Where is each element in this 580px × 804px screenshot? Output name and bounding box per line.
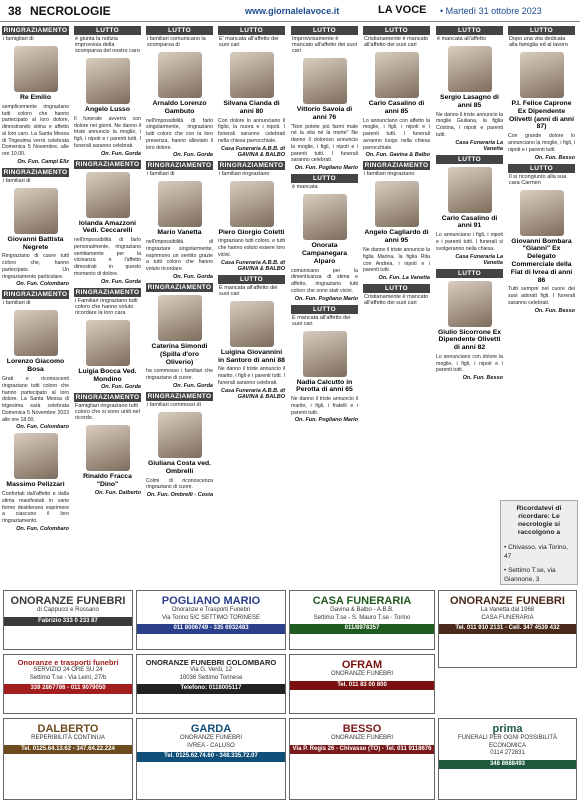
issue-date: • Martedì 31 ottobre 2023 [440, 6, 542, 16]
obituary-entry [74, 425, 141, 496]
deceased-name: Massimo Pelizzari [6, 481, 65, 489]
page-number: 38 [8, 4, 22, 18]
ad-title: Onoranze e trasporti funebri [17, 658, 119, 667]
portrait-photo [448, 167, 492, 213]
portrait-photo [14, 433, 58, 479]
funeral-home-signature: On. Fun. Besso [534, 307, 575, 314]
ad-line: Settimo T.se - Via Leinì, 27/b [29, 674, 107, 681]
deceased-name: Nadia Calcutto in Perotta di anni 65 [296, 378, 353, 394]
funeral-home-signature: On. Fun. Colombaro [16, 281, 69, 288]
ad-line: Via G. Verdi, 12 [190, 667, 232, 674]
obituary-entry [218, 161, 285, 178]
entry-intro: i Familiari ringraziano tutti coloro che hanno voluto ricordare la loro cara [75, 297, 138, 316]
ad-line: 011 8006749 - 335 6932483 [137, 624, 285, 634]
deceased-name: Giulio Sicorrone Ex Dipendente Olivetti di anni 82 [437, 328, 502, 352]
entry-type-bar: RINGRAZIAMENTO [3, 168, 68, 176]
ad-line: 10036 Settimo Torinese [179, 674, 243, 681]
obituary-entry [74, 26, 141, 55]
funeral-home-signature: Casa Funeraria La Vanetta [455, 253, 503, 266]
obituary-entry [2, 433, 69, 532]
entry-text: Lo annunciano con affetto la moglie, i figli, i nipoti e i parenti tutti. I funerali avranno luogo nella chiesa parrocchiale. [363, 117, 430, 151]
deceased-name: Angelo Cagliardo di anni 95 [364, 229, 429, 245]
obituary-column [218, 26, 285, 586]
entry-type-bar: LUTTO [363, 26, 430, 35]
reminder-line-1: • Chivasso, via Torino, 47 [504, 543, 568, 560]
ad-title: ONORANZE FUNEBRI COLOMBARO [145, 658, 277, 667]
entry-text: Ringraziano di cuore tutti coloro che, hanno partecipato. Un ringraziamento particolare. [2, 253, 69, 280]
ad-title: DALBERTO [37, 723, 99, 735]
funeral-home-signature: Casa Funeraria A.B.B. di GAVINA & BALBO [221, 387, 285, 400]
obituary-entry [291, 174, 358, 191]
deceased-name: Luigina Giovannini in Santoro di anni 88 [218, 348, 285, 364]
ad-on-fun-la-rocca[interactable] [3, 590, 133, 650]
ad-line: IVREA - CALUSO [187, 742, 235, 749]
obituary-entry [436, 281, 503, 382]
entry-type-bar: RINGRAZIAMENTO [75, 394, 140, 402]
entry-text: Il funerale avverrà con dolore nei giorni. Ne danno il triste annuncio la moglie, i figli, i nipoti e i parenti tutti. I funerali saranno celebrati. [74, 115, 141, 149]
funeral-home-signature: On. Fun. Gorda [172, 273, 213, 280]
entry-intro: Dopo una vita dedicata alla famiglia ed al lavoro [509, 36, 569, 48]
ad-title: ONORANZE FUNEBRI [450, 595, 565, 607]
obituary-column [508, 26, 575, 496]
funeral-home-signature: On. Fun. Gorda [172, 152, 213, 159]
ad-line: ONORANZE FUNEBRI [330, 735, 393, 742]
portrait-photo [230, 301, 274, 347]
funeral-home-signature: On. Fun. Pogliano Mario [294, 165, 358, 172]
deceased-name: Onorata Campanegara Alparo [302, 242, 347, 265]
obituary-entry [291, 331, 358, 424]
entry-type-bar: LUTTO [218, 26, 285, 35]
portrait-photo [520, 190, 564, 236]
entry-type-bar: LUTTO [508, 26, 575, 35]
portrait-photo [158, 412, 202, 458]
entry-text: nell'impossibilità di ringraziare singolarmente, esprimono un sentito grazie a tutti coloro che hanno voluto ricordare. [146, 239, 213, 273]
deceased-name: Angelo Lusso [85, 106, 130, 113]
entry-type-bar: LUTTO [436, 155, 503, 164]
obituary-entry [146, 283, 213, 292]
site-url[interactable]: www.giornalelavoce.it [245, 6, 340, 16]
portrait-photo [14, 188, 58, 234]
obituary-entry [218, 181, 285, 272]
funeral-home-signature: Casa Funeraria A.B.B. di GAVINA & BALBO [221, 145, 285, 158]
ad-title: CASA FUNERARIA [312, 595, 412, 607]
deceased-name: Carlo Casalino di anni 91 [441, 214, 498, 230]
ad-title: ONORANZE FUNEBRI [10, 595, 126, 607]
ad-line: 011/8978357 [290, 624, 434, 634]
deceased-name: Mario Vanetta [157, 229, 202, 237]
portrait-photo [303, 58, 347, 104]
obituary-entry [291, 194, 358, 301]
deceased-name: Giuliana Costa ved. Ombrelli [147, 459, 212, 475]
entry-text: Grati e riconoscenti ringraziano tutti coloro che hanno partecipato al loro dolore. La Santa Messa di trigesima sarà celebrata Domenica 5 Novembre 2023 alle ore 18.00. [2, 376, 69, 423]
obituary-entry [74, 160, 141, 169]
obituary-entry [508, 164, 575, 187]
ad-rossano[interactable] [3, 654, 133, 714]
ad-line: di Cappucci e Rossano [37, 607, 99, 614]
obituary-entry [436, 167, 503, 266]
entry-intro: è giunta la notizia improvvisa della scomparsa del nostro caro [75, 36, 140, 54]
ad-title: POGLIANO MARIO [161, 595, 261, 607]
ad-title: GARDA [190, 723, 232, 735]
entry-text: Ne danno il triste annuncio la moglie Giuliana, la figlia Cristina, i nipoti e parenti tutti. [436, 111, 503, 138]
portrait-photo [14, 310, 58, 356]
obituary-entry [74, 320, 141, 391]
obituary-entry [363, 284, 430, 307]
obituary-entry [291, 26, 358, 55]
ad-line: Via Torino 5/C SETTIMO TORINESE [162, 614, 260, 621]
ad-line: Gavina & Balbo - A.B.B. [330, 607, 394, 614]
portrait-photo [230, 181, 274, 227]
page-header [0, 0, 580, 22]
funeral-home-signature: On. Fun. Gorda [100, 150, 141, 157]
entry-intro: i familiari commossi di [147, 401, 201, 408]
entry-intro: È mancata all'affetto dei suoi cari [292, 314, 351, 327]
ad-line: La Vanetta dal 1968 [480, 607, 535, 614]
deceased-name: Giovanni Bombara "Gianni" Ex Delegato Commerciale della Fiat di Ivrea di anni 86 [510, 237, 573, 284]
reminder-banner [500, 500, 578, 585]
portrait-photo [86, 172, 130, 218]
funeral-home-signature: On. Fun. Dalberto [94, 489, 141, 496]
deceased-name: Carlo Casalino di anni 85 [368, 100, 425, 115]
entry-type-bar: RINGRAZIAMENTO [364, 162, 429, 170]
entry-text: Con dolore lo annunciano il figlio, la nuora e i nipoti. I funerali saranno celebrati nella chiesa parrocchiale. [218, 117, 285, 144]
entry-text: Ne danno il triste annuncio la figlia Marina, la figlia Rita con Andrea, i nipoti e i parenti tutti. [363, 247, 430, 274]
ad-la-vanetta[interactable] [438, 590, 577, 668]
entry-text: semplicemente ringraziano tutti coloro che hanno partecipato al loro dolore, dimostrando stima e affetto al loro caro. La Santa Messa di Trigesima verrà celebrata Domenica 5 Novembre, alle ore 10.00. [2, 103, 69, 158]
portrait-photo [448, 46, 492, 92]
ad-line: FUNERALI PER OGNI POSSIBILITÀ ECONOMICA [457, 735, 558, 749]
entry-text: Lo annunciano con dolore la moglie, i figli, i nipoti e i parenti tutti. [436, 353, 503, 374]
entry-text: Tutti sempre nel cuore dei suoi adorati figli. I funerali saranno celebrati. [508, 286, 575, 306]
obituary-column [2, 26, 69, 586]
entry-type-bar: LUTTO [146, 26, 213, 35]
obituary-entry [146, 392, 213, 409]
ad-line: Fabrizio 333 0 233 87 [4, 617, 132, 627]
entry-type-bar: RINGRAZIAMENTO [3, 27, 68, 34]
obituary-entry [363, 52, 430, 158]
portrait-photo [375, 181, 419, 227]
entry-type-bar: LUTTO [508, 164, 575, 173]
section-title: NECROLOGIE [30, 4, 111, 18]
ad-colombaro[interactable] [136, 654, 286, 714]
ad-title: BESSO [342, 723, 382, 735]
ad-line: ONORANZE FUNEBRI [330, 671, 393, 678]
entry-type-bar: LUTTO [436, 26, 503, 35]
deceased-name: Giovanni Battista Negrete [7, 235, 64, 251]
portrait-photo [158, 52, 202, 98]
entry-type-bar: RINGRAZIAMENTO [3, 291, 68, 299]
entry-text: ringraziano tutti coloro, e tutti che hanno voluto essere loro vicini. [218, 238, 285, 258]
entry-intro: i familiari di [147, 171, 175, 178]
obituary-entry [363, 161, 430, 178]
newspaper-name: LA VOCE [378, 4, 427, 16]
obituary-entry [74, 172, 141, 285]
ad-line: 348 8688493 [439, 760, 576, 770]
ad-line: Tel. 011 910 2131 - Cell. 347 4539 432 [439, 624, 576, 634]
deceased-name: Re Emilio [20, 94, 51, 101]
funeral-home-signature: On. Fun. Besso [534, 154, 575, 161]
deceased-name: Vittorio Savoia di anni 76 [296, 106, 353, 121]
entry-intro: Cristianamente è mancato all'affetto dei suoi cari [364, 294, 429, 306]
ad-prima[interactable] [438, 718, 577, 800]
entry-type-bar: LUTTO [291, 26, 358, 35]
entry-text: Colmi di riconoscenza ringraziano di cuore. [146, 477, 213, 491]
deceased-name: Luigia Bocca Ved. Mondino [78, 367, 137, 383]
deceased-name: Caterina Simondi (Spilla d'oro Oliverio) [151, 342, 208, 366]
obituary-entry [146, 295, 213, 389]
ad-line: Tel. 0125.62.74.60 - 348.335.72.07 [137, 752, 285, 762]
deceased-name: Iolanda Amazzoni Vedi. Ceccarelli [78, 219, 137, 235]
funeral-home-signature: On. Fun. Colombaro [16, 525, 69, 532]
funeral-home-signature: On. Fun. Gorda [172, 382, 213, 389]
ad-line: 339 2867786 - 011 9079050 [4, 684, 132, 694]
entry-text: Ne danno il triste annuncio il marito, i figli, i fratelli e i parenti tutti. [291, 396, 358, 416]
obituary-column [146, 26, 213, 586]
obituary-entry [74, 393, 141, 422]
obituary-entry [2, 46, 69, 165]
entry-intro: è mancata all'affetto [437, 36, 486, 42]
portrait-photo [303, 194, 347, 240]
entry-text: ha commosso i familiari che ringraziano di cuore. [146, 368, 213, 382]
obituary-entry [291, 58, 358, 171]
portrait-photo [14, 46, 58, 92]
entry-intro: Improvvisamente è mancato all'affetto dei suoi cari [292, 36, 357, 54]
portrait-photo [158, 181, 202, 227]
entry-text: comunicano per la dimenticanza di stima e affetto, ringraziano tutti coloro che sono stati vicini. [291, 267, 358, 294]
obituary-column [74, 26, 141, 586]
entry-intro: E' mancata all'affetto dei suoi cari [219, 36, 279, 48]
entry-type-bar: RINGRAZIAMENTO [147, 392, 212, 400]
ad-line: Onoranze e Trasporti Funebri [171, 607, 251, 614]
entry-type-bar: LUTTO [291, 305, 358, 314]
obituary-entry [146, 161, 213, 178]
entry-type-bar: RINGRAZIAMENTO [75, 160, 140, 168]
reminder-line-2: • Settimo T.se, via Giannone, 3 [504, 566, 556, 583]
ad-casa-funeraria-gavina[interactable] [289, 590, 435, 650]
entry-type-bar: LUTTO [436, 269, 503, 278]
ad-line: Via P. Regis 26 - Chivasso (TO) - Tel. 011 9118676 [290, 745, 434, 755]
funeral-home-signature: Casa Funeraria A.B.B. di GAVINA & BALBO [221, 259, 285, 272]
funeral-home-signature: On. Fun. Pogliano Mario [294, 295, 358, 302]
obituary-entry [218, 301, 285, 400]
deceased-name: Rinaldo Fracca "Dino" [83, 473, 132, 489]
portrait-photo [86, 58, 130, 104]
obituary-entry [436, 46, 503, 152]
obituary-entry [74, 58, 141, 157]
reminder-title: Ricordatevi di ricordare: Le necrologie si raccolgono a [516, 505, 562, 537]
entry-type-bar: RINGRAZIAMENTO [147, 283, 212, 291]
entry-type-bar: LUTTO [291, 174, 358, 183]
entry-type-bar: LUTTO [74, 26, 141, 35]
entry-text: Confortati dall'affetto e dalla stima manifestati in varie forme desiderano esprimere a ciascuno il loro ringraziamento. [2, 491, 69, 525]
funeral-home-signature: On. Fun. La Vanetta [378, 275, 430, 281]
obituary-entry [218, 275, 285, 298]
portrait-photo [86, 425, 130, 471]
ad-line: 0114 272831 [490, 750, 525, 757]
obituary-entry [146, 52, 213, 158]
obituary-column [436, 26, 503, 586]
funeral-home-signature: On. Fun. Besso [462, 375, 503, 382]
entry-type-bar: RINGRAZIAMENTO [75, 288, 140, 296]
obituary-entry [363, 181, 430, 281]
obituary-entry [2, 310, 69, 430]
obituary-entry [2, 168, 69, 185]
ad-line: Telefono: 0118005117 [137, 684, 285, 694]
portrait-photo [158, 295, 202, 341]
obituary-entry [508, 26, 575, 49]
ad-ofram[interactable] [289, 654, 435, 714]
ad-title: OFRAM [341, 659, 383, 671]
deceased-name: Piero Giorgio Coletti [218, 228, 285, 236]
obituary-entry [74, 288, 141, 317]
entry-text: "Non potete più farmi male né la vita né la morte" Ne danno il doloroso annuncio la moglie, i figli, i nipoti e i parenti tutti. I funerali saranno celebrati. [291, 123, 358, 164]
portrait-photo [448, 281, 492, 327]
obituary-entry [146, 412, 213, 498]
deceased-name: Lorenzo Giacomo Bosa [6, 358, 65, 374]
entry-text: nell'impossibilità di farlo singolarmente, ringraziano tutti coloro che con la loro presenza, hanno alleviato il loro dolore. [146, 117, 213, 151]
entry-intro: i familiari comunicano la scomparsa di [147, 36, 206, 48]
entry-type-bar: LUTTO [363, 284, 430, 293]
obituary-entry [436, 269, 503, 278]
entry-intro: Il si ricongiunto alla sua cara Carmen [509, 173, 567, 186]
portrait-photo [520, 52, 564, 98]
portrait-photo [303, 331, 347, 377]
ad-pogliano-mario[interactable] [136, 590, 286, 650]
portrait-photo [86, 320, 130, 366]
funeral-home-signature: On. Fun. Ombrelli - Costa [146, 492, 213, 498]
entry-type-bar: RINGRAZIAMENTO [219, 161, 284, 169]
ad-line: Tel. 011 83 00 800 [290, 681, 434, 691]
ad-line: CASA FUNERARIA [481, 614, 534, 621]
ad-title: prima [492, 723, 523, 735]
entry-text: Lo annunciano i figli, i nipoti e i parenti tutti. I funerali si svolgeranno nella chiesa. [436, 232, 503, 252]
ad-besso[interactable] [289, 718, 435, 800]
entry-text: Con grande dolore lo annunciano la moglie, i figli, i nipoti e i parenti tutti. [508, 133, 575, 153]
funeral-home-signature: Casa Funeraria La Vanetta [455, 139, 503, 152]
ad-line: REPERIBILITÀ CONTINUA [31, 735, 105, 742]
ad-garda[interactable] [136, 718, 286, 800]
entry-text: Ne danno il triste annuncio il marito, i figli e i parenti tutti. I funerali saranno celebrati. [218, 366, 285, 386]
ad-line: SERVIZIO 24 ORE SU 24 [33, 667, 103, 674]
funeral-home-signature: On. Fun. Campi Eliz [17, 158, 69, 165]
obituary-entry [146, 181, 213, 280]
deceased-name: P.I. Felice Caprone Ex Dipendente Olivetti (anni di anni 87) [509, 100, 574, 131]
obituary-entry [218, 26, 285, 49]
entry-intro: Famigliari ringraziano tutti coloro che si sono uniti nel ricordo. [75, 403, 140, 422]
deceased-name: Sergio Lasagno di anni 85 [440, 94, 499, 109]
entry-intro: i familiari ringraziano [364, 171, 415, 178]
entry-intro: Cristianamente è mancato all'affetto dei suoi cari [364, 36, 429, 48]
ad-line: ONORANZE FUNEBRI [179, 735, 242, 742]
obituary-entry [363, 26, 430, 49]
ad-dalberto[interactable] [3, 718, 133, 800]
obituary-entry [2, 188, 69, 288]
ad-line: Tel. 0125.64.13.62 - 347.64.22.224 [4, 745, 132, 755]
obituary-entry [436, 155, 503, 164]
funeral-home-signature: On. Fun. Gorda [100, 384, 141, 391]
entry-type-bar: RINGRAZIAMENTO [147, 162, 212, 170]
obituary-entry [508, 190, 575, 314]
deceased-name: Arnaldo Lorenzo Gambuto [152, 100, 207, 115]
deceased-name: Silvana Cianda di anni 80 [223, 100, 280, 115]
entry-intro: i familiari di [3, 300, 31, 307]
funeral-home-signature: On. Fun. Gorda [100, 278, 141, 285]
entry-intro: È mancata all'affetto dei suoi cari [219, 284, 278, 297]
obituary-column [363, 26, 430, 586]
entry-text: nell'impossibilità di farlo personalmente, ringraziano sentitamente per la vicinanza e l'affetto dimostrati in questo momento di dolore. [74, 237, 141, 277]
obituary-entry [508, 52, 575, 161]
entry-intro: i familiari ringraziano [219, 170, 270, 177]
entry-intro: i familiari di [3, 177, 31, 184]
entry-intro: è mancata [292, 184, 318, 191]
obituary-entry [218, 52, 285, 158]
obituary-entry [146, 26, 213, 49]
funeral-home-signature: On. Fun. Pogliano Mario [294, 417, 358, 424]
obituary-entry [436, 26, 503, 43]
ad-line: Settimo T.se - S. Mauro T.se - Torino [313, 614, 411, 621]
funeral-home-signature: On. Fun. Colombaro [16, 424, 69, 431]
portrait-photo [375, 52, 419, 98]
obituary-column [291, 26, 358, 586]
entry-type-bar: LUTTO [218, 275, 285, 284]
entry-intro: i famigliari di [3, 36, 34, 42]
obituary-entry [291, 305, 358, 328]
obituary-entry [2, 290, 69, 307]
funeral-home-signature: On. Fun. Gavina & Balbo [365, 152, 430, 159]
portrait-photo [230, 52, 274, 98]
obituary-entry [2, 26, 69, 43]
